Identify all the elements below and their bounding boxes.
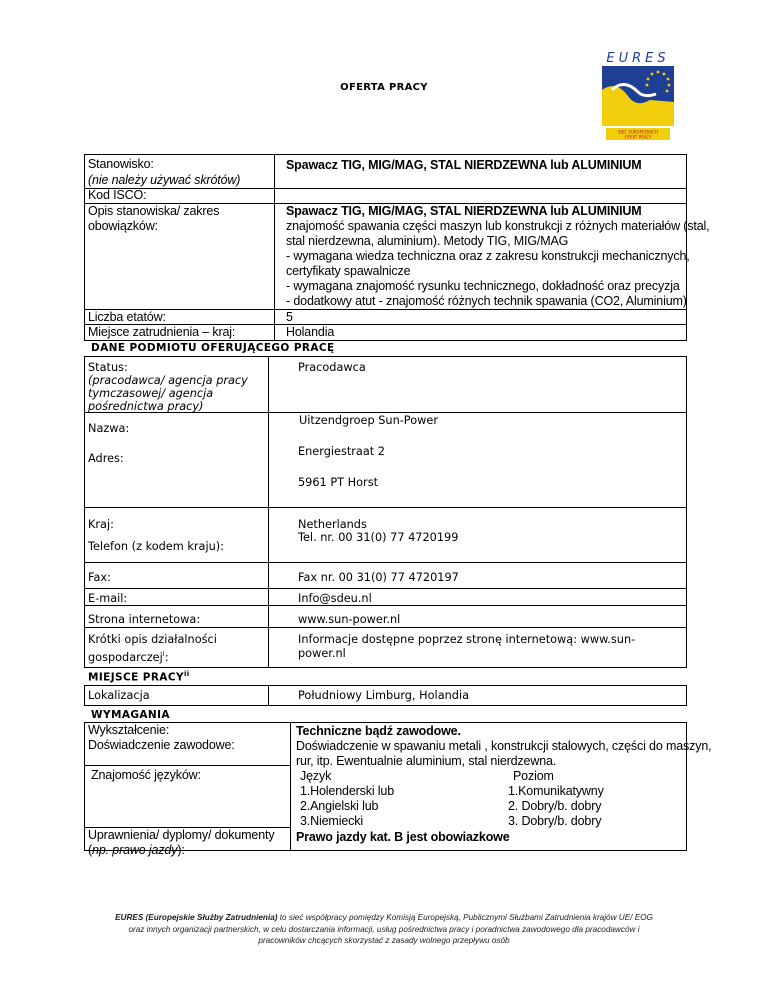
language-name: 3.Niemiecki <box>300 814 363 828</box>
requirements-section-heading: WYMAGANIA <box>91 709 170 721</box>
opis-line: - wymagana wiedza techniczna oraz z zakresu konstrukcji mechanicznych, <box>286 249 690 263</box>
kraj-value: Netherlands <box>298 518 367 531</box>
adres-line: 5961 PT Horst <box>298 476 379 489</box>
miejsce-value: Holandia <box>286 325 335 339</box>
eures-logo-graphic <box>598 50 678 142</box>
fax-value: Fax nr. 00 31(0) 77 4720197 <box>298 571 459 584</box>
uprawnienia-label: (np. prawo jazdy): <box>88 843 185 857</box>
footer: EURES (Europejskie Służby Zatrudnienia) to sieć współpracy pomiędzy Komisją Europejską, Publicznymi Służbami Zatrudnienia krajów UE/ EOG oraz innych organizacji partnerskich, w celu dostarczania informacji, usług pośrednictwa pracy i poradnictwa zawodowego dla pracodawców i pracowników chcących skorzystać z zasady wolnego przepływu osób <box>115 913 653 945</box>
wyksztalcenie-label: Wykształcenie: <box>88 723 170 737</box>
opis-line: znajomość spawania części maszyn lub konstrukcji z różnych materiałów (stal, <box>286 219 710 233</box>
language-name: 2.Angielski lub <box>300 799 379 813</box>
etaty-value: 5 <box>286 310 293 324</box>
eures-logo <box>598 50 678 142</box>
eures-logo-text: EURES <box>606 51 670 66</box>
opis-line: stal nierdzewna, aluminium). Metody TIG, MIG/MAG <box>286 234 569 248</box>
language-level: 3. Dobry/b. dobry <box>508 814 602 828</box>
language-level: 2. Dobry/b. dobry <box>508 799 602 813</box>
jezyk-header: Język <box>300 769 332 783</box>
dzialalnosc-label: gospodarczej$^i$: <box>88 650 169 664</box>
svg-text:SIEĆ EUROPEJSKICH: SIEĆ EUROPEJSKICH <box>618 129 658 135</box>
lokalizacja-value: Południowy Limburg, Holandia <box>298 689 470 702</box>
stanowisko-note: (nie należy używać skrótów) <box>88 173 241 187</box>
uprawnienia-label: Uprawnienia/ dyplomy/ dokumenty <box>88 828 275 842</box>
status-value: Pracodawca <box>298 361 366 374</box>
adres-line: Energiestraat 2 <box>298 445 385 458</box>
adres-label: Adres: <box>88 452 124 465</box>
opis-line: - dodatkowy atut - znajomość różnych technik spawania (CO2, Aluminium) <box>286 294 687 308</box>
telefon-label: Telefon (z kodem kraju): <box>88 540 224 553</box>
nazwa-label: Nazwa: <box>88 422 130 435</box>
email-label: E-mail: <box>88 592 128 605</box>
opis-line: certyfikaty spawalnicze <box>286 264 411 278</box>
status-note: tymczasowej/ agencja <box>88 387 214 400</box>
workplace-section-heading: MIEJSCE PRACY$^{ii}$ <box>88 670 190 684</box>
wyksztalcenie-value: Techniczne bądź zawodowe. <box>296 724 461 738</box>
jezyki-label: Znajomość języków: <box>91 768 201 782</box>
www-label: Strona internetowa: <box>88 613 201 626</box>
opis-label-1: Opis stanowiska/ zakres <box>88 204 220 218</box>
miejsce-label: Miejsce zatrudnienia – kraj: <box>88 325 236 339</box>
stanowisko-label: Stanowisko: <box>88 157 154 171</box>
doswiadczenie-value: rur, itp. Ewentualnie aluminium, stal nierdzewna. <box>296 754 557 768</box>
lokalizacja-label: Lokalizacja <box>88 689 150 702</box>
footer-eures-name: EURES (Europejskie Służby Zatrudnienia) <box>115 913 278 922</box>
opis-title: Spawacz TIG, MIG/MAG, STAL NIERDZEWNA lub ALUMINIUM <box>286 204 642 218</box>
status-label: Status: <box>88 361 128 374</box>
fax-label: Fax: <box>88 571 111 584</box>
email-value[interactable]: Info@sdeu.nl <box>298 592 372 605</box>
svg-text:OFERT PRACY: OFERT PRACY <box>624 134 652 140</box>
stanowisko-value: Spawacz TIG, MIG/MAG, STAL NIERDZEWNA lub ALUMINIUM <box>286 158 642 172</box>
dzialalnosc-label: Krótki opis działalności <box>88 633 217 646</box>
isco-label: Kod ISCO: <box>88 188 147 202</box>
page-title: OFERTA PRACY <box>340 82 428 93</box>
uprawnienia-value: Prawo jazdy kat. B jest obowiazkowe <box>296 830 510 844</box>
employer-section-heading: DANE PODMIOTU OFERUJĄCEGO PRACĘ <box>91 342 335 354</box>
language-name: 1.Holenderski lub <box>300 784 395 798</box>
telefon-value: Tel. nr. 00 31(0) 77 4720199 <box>298 531 459 544</box>
dzialalnosc-value: power.nl <box>298 647 346 660</box>
status-note: pośrednictwa pracy) <box>88 400 204 413</box>
doswiadczenie-label: Doświadczenie zawodowe: <box>88 738 235 752</box>
dzialalnosc-value: Informacje dostępne poprzez stronę internetową: www.sun- <box>298 633 636 646</box>
www-value[interactable]: www.sun-power.nl <box>298 613 401 626</box>
kraj-label: Kraj: <box>88 518 114 531</box>
nazwa-value: Uitzendgroep Sun-Power <box>299 414 438 427</box>
poziom-header: Poziom <box>513 769 554 783</box>
opis-label-2: obowiązków: <box>88 219 158 233</box>
doswiadczenie-value: Doświadczenie w spawaniu metali , konstrukcji stalowych, części do maszyn, <box>296 739 712 753</box>
etaty-label: Liczba etatów: <box>88 310 166 324</box>
status-note: (pracodawca/ agencja pracy <box>88 374 248 387</box>
opis-line: - wymagana znajomość rysunku technicznego, dokładność oraz precyzja <box>286 279 680 293</box>
language-level: 1.Komunikatywny <box>508 784 604 798</box>
